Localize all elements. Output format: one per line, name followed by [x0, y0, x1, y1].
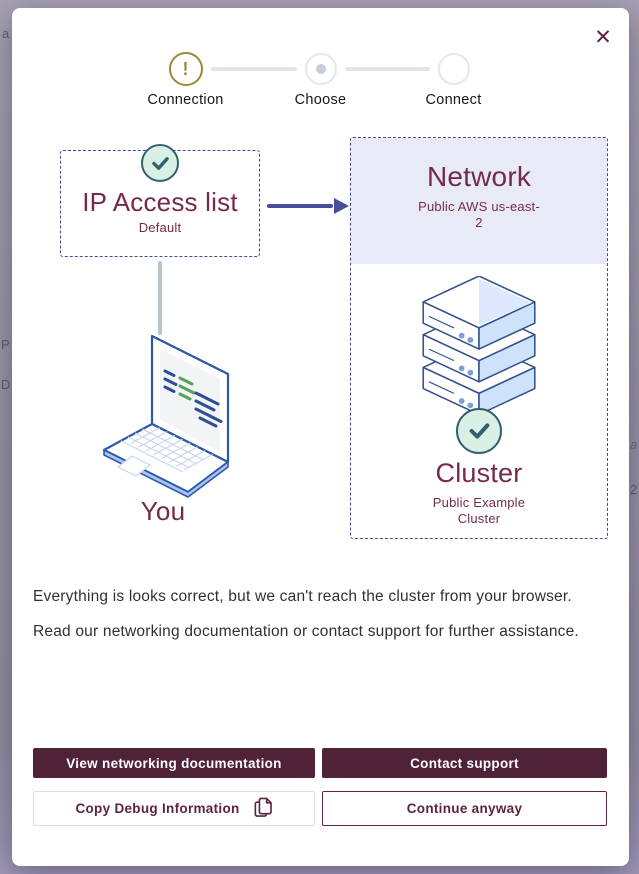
cluster-title: Cluster — [435, 458, 523, 488]
backdrop-text-fragment: P — [1, 337, 10, 352]
network-title: Network — [426, 161, 532, 192]
step-label-choose: Choose — [294, 92, 347, 108]
step-label-connection: Connection — [147, 92, 224, 108]
close-icon[interactable]: ✕ — [588, 23, 618, 53]
backdrop-text-fragment: a — [630, 437, 638, 452]
network-box — [350, 137, 608, 539]
arrow-right-icon — [267, 198, 349, 214]
contact-support-button[interactable]: Contact support — [322, 748, 607, 778]
success-check-icon — [456, 408, 502, 454]
backdrop-text-fragment: 2 — [630, 482, 638, 497]
success-check-icon — [141, 144, 179, 182]
status-message: Everything is looks correct, but we can't reach the cluster from your browser. — [33, 588, 572, 605]
current-step-dot — [316, 64, 326, 74]
warning-exclamation: ! — [182, 58, 189, 79]
stepper-connector — [211, 67, 297, 71]
connection-troubleshoot-modal — [12, 8, 629, 866]
network-panel — [351, 138, 607, 264]
ip-access-list-subtitle: Default — [138, 220, 182, 235]
step-choose-indicator — [305, 53, 337, 85]
copy-debug-label: Copy Debug Information — [75, 801, 240, 816]
backdrop-text-fragment: D — [1, 377, 11, 392]
step-connection-warning-icon — [169, 52, 203, 86]
connector-line — [158, 261, 162, 335]
stepper-connector — [345, 67, 430, 71]
ip-access-list-box — [60, 150, 260, 257]
cluster-subtitle: Public Example Cluster — [432, 495, 526, 527]
view-networking-documentation-button[interactable]: View networking documentation — [33, 748, 315, 778]
continue-anyway-button[interactable]: Continue anyway — [322, 791, 607, 826]
you-label: You — [140, 496, 186, 526]
help-message: Read our networking documentation or contact support for further assistance. — [33, 623, 579, 640]
backdrop-text-fragment: a — [2, 26, 10, 41]
laptop-illustration-icon — [88, 330, 244, 498]
network-subtitle: Public AWS us-east-2 — [418, 199, 540, 231]
stepper — [121, 30, 521, 116]
step-connect-indicator — [438, 53, 470, 85]
copy-icon — [254, 797, 273, 821]
ip-access-list-title: IP Access list — [82, 187, 238, 217]
step-label-connect: Connect — [425, 92, 482, 108]
copy-debug-information-button[interactable] — [33, 791, 315, 826]
